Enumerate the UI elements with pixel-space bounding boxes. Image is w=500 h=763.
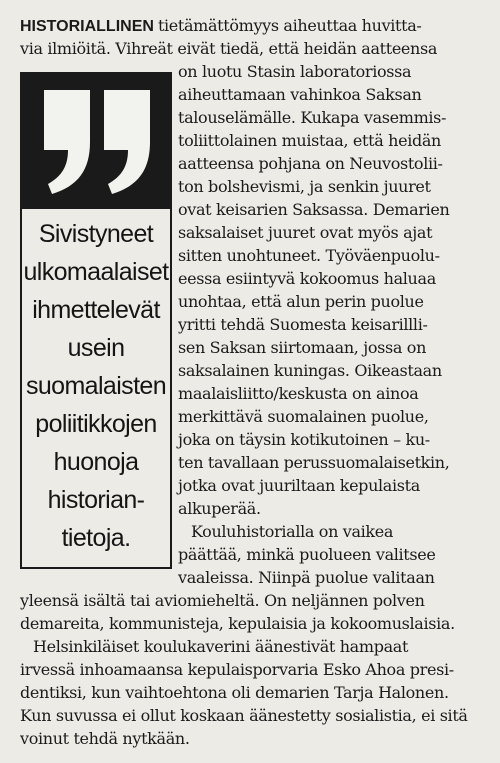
article-line: Kun suvussa ei ollut koskaan äänestetty sosialistia, ei sitä [20, 706, 468, 725]
article-line: aatteensa pohjana on Neuvostolii- [178, 154, 443, 173]
pull-quote-line: usein [67, 334, 125, 362]
article-line: sitten unohtuneet. Työväenpuolu- [178, 246, 440, 265]
article-line: dentiksi, kun vaihtoehtona oli demarien Tarja Halonen. [20, 683, 449, 702]
article-line: aiheuttamaan vahinkoa Saksan [178, 85, 422, 104]
article-line-text: tietämättömyys aiheuttaa huvitta- [157, 16, 422, 35]
pull-quote-line: huonoja [53, 448, 139, 476]
article-line: vaaleissa. Niinpä puolue valitaan [178, 568, 435, 587]
pull-quote-box [20, 72, 172, 571]
article-line: ton bolshevismi, ja senkin juuret [178, 177, 431, 196]
article-line: ovat keisarien Saksassa. Demarien [178, 200, 450, 219]
article-line: saksalaiset juuret ovat myös ajat [178, 223, 433, 242]
article-line: ten tavallaan perussuomalaisetkin, [178, 453, 450, 472]
article-line [20, 16, 421, 37]
article-line: voinut tehdä nytkään. [20, 729, 190, 748]
article-line: irvessä inhoamaansa kepulaisporvaria Esko Ahoa presi- [20, 660, 454, 679]
article-line: Helsinkiläiset koulukaverini äänestivät hampaat [33, 637, 409, 656]
pull-quote-line: ihmettelevät [32, 296, 160, 324]
article-line: sen Saksan siirtomaan, jossa on [178, 338, 427, 357]
article-line: on luotu Stasin laboratoriossa [178, 62, 412, 81]
pull-quote-line: poliitikkojen [35, 410, 157, 438]
article-line: maalaisliitto/keskusta on ainoa [178, 384, 419, 403]
article-line: eessa esiintyvä kokoomus haluaa [178, 269, 436, 288]
quotation-mark-icon [38, 86, 96, 198]
article-line: unohtaa, että alun perin puolue [178, 292, 424, 311]
pull-quote-line: ulkomaalaiset [23, 258, 169, 286]
article-line: yleensä isältä tai aviomieheltä. On neljännen polven [20, 591, 425, 610]
pull-quote-body [20, 209, 172, 569]
pull-quote-line: suomalaisten [25, 372, 167, 400]
article-line: joka on täysin kotikutoinen – ku- [178, 430, 430, 449]
article-line: päättää, minkä puolueen valitsee [178, 545, 436, 564]
article-line: alkuperää. [178, 499, 261, 518]
article-kicker: HISTORIALLINEN [20, 18, 154, 35]
pull-quote-line: historian- [47, 486, 145, 514]
article-line: saksalainen kuningas. Oikeastaan [178, 361, 442, 380]
article-line: yritti tehdä Suomesta keisarillli- [178, 315, 428, 334]
article-line: demareita, kommunisteja, kepulaisia ja kokoomuslaisia. [20, 614, 455, 633]
pull-quote-line: tietoja. [61, 524, 131, 552]
pull-quote-line: Sivistyneet [38, 220, 154, 248]
article-line: talouselämälle. Kukapa vasemmis- [178, 108, 447, 127]
article-line: via ilmiöitä. Vihreät eivät tiedä, että heidän aatteensa [20, 39, 438, 58]
quotation-mark-icon [98, 86, 156, 198]
pull-quote-header [20, 72, 172, 209]
article-line: toliittolainen muistaa, että heidän [178, 131, 442, 150]
article-line: jotka ovat juuriltaan kepulaista [178, 476, 420, 495]
article-line: Kouluhistorialla on vaikea [191, 522, 394, 541]
article-line: merkittävä suomalainen puolue, [178, 407, 429, 426]
